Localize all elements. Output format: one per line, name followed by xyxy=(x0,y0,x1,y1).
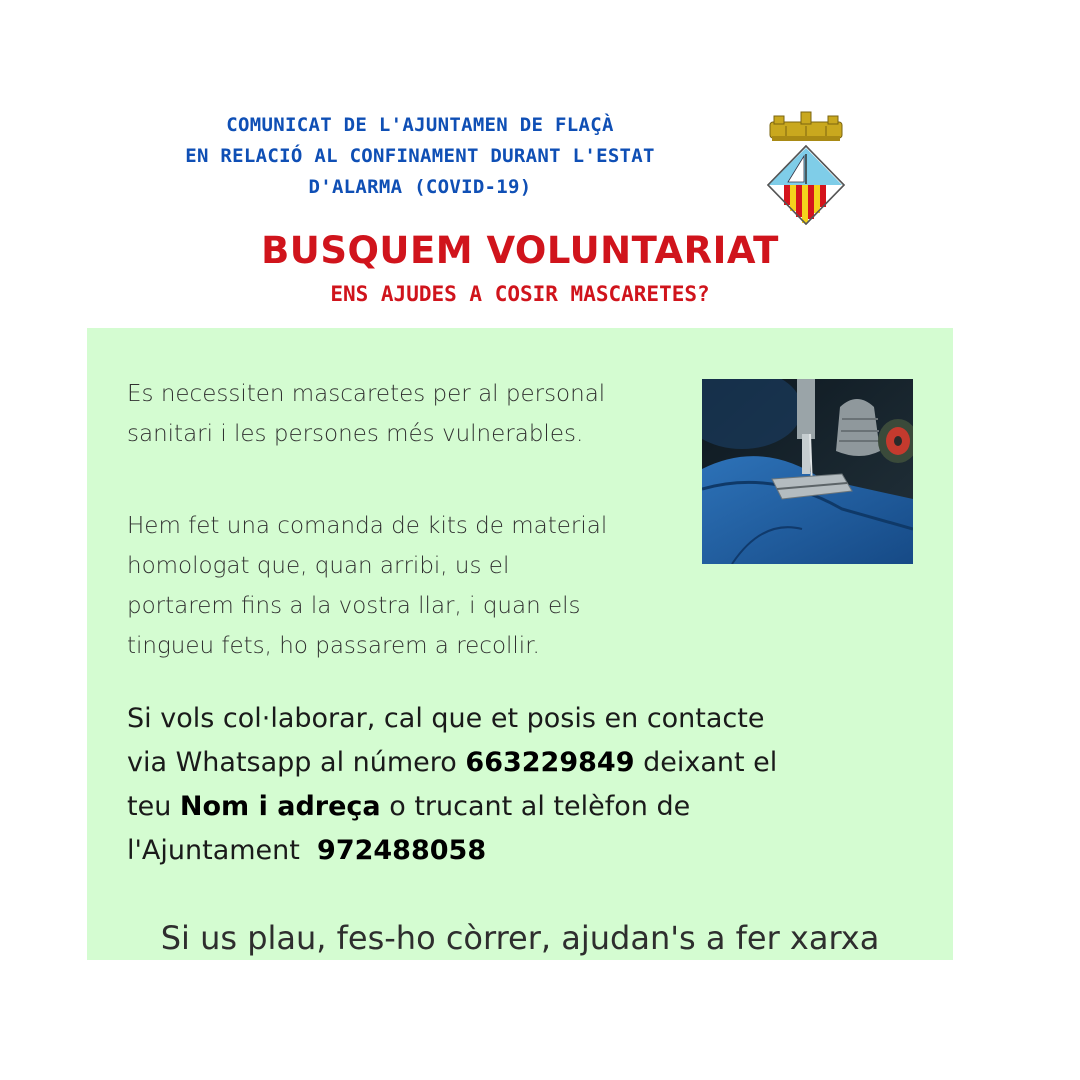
paragraph-line: homologat que, quan arribi, us el xyxy=(127,553,510,579)
contact-text: teu xyxy=(127,791,180,822)
municipal-coat-of-arms-icon xyxy=(764,108,848,228)
contact-line-2 xyxy=(127,741,867,785)
header-line-3: D'ALARMA (COVID-19) xyxy=(308,176,532,198)
town-hall-phone: 972488058 xyxy=(317,835,487,866)
paragraph-line: portarem fins a la vostra llar, i quan els xyxy=(127,593,581,619)
paragraph-need xyxy=(127,374,687,454)
paragraph-line: sanitari i les persones més vulnerables. xyxy=(127,421,584,447)
paragraph-line: Es necessiten mascaretes per al personal xyxy=(127,381,606,407)
page-title: BUSQUEM VOLUNTARIAT xyxy=(261,229,779,272)
header-line-1: COMUNICAT DE L'AJUNTAMEN DE FLAÇÀ xyxy=(226,114,614,136)
contact-paragraph xyxy=(127,697,867,873)
contact-line-3 xyxy=(127,785,867,829)
communique-header xyxy=(120,110,720,203)
lozenge-shield-icon xyxy=(768,146,844,224)
sewing-machine-image xyxy=(702,379,913,564)
footer-message: Si us plau, fes-ho còrrer, ajudan's a fer xarxa xyxy=(160,919,880,957)
contact-line-4 xyxy=(127,829,867,873)
header-line-2: EN RELACIÓ AL CONFINAMENT DURANT L'ESTAT xyxy=(185,145,655,167)
whatsapp-number: 663229849 xyxy=(465,747,635,778)
paragraph-line: tingueu fets, ho passarem a recollir. xyxy=(127,633,540,659)
contact-text: o trucant al telèfon de xyxy=(380,791,691,822)
mural-crown-icon xyxy=(770,112,842,141)
contact-line-1: Si vols col·laborar, cal que et posis en contacte xyxy=(127,703,765,734)
name-address-emphasis: Nom i adreça xyxy=(179,791,381,822)
paragraph-kits xyxy=(127,506,687,666)
page-subtitle: ENS AJUDES A COSIR MASCARETES? xyxy=(330,282,710,306)
contact-text: deixant el xyxy=(634,747,778,778)
contact-text: l'Ajuntament xyxy=(127,835,318,866)
contact-text: via Whatsapp al número xyxy=(127,747,466,778)
paragraph-line: Hem fet una comanda de kits de material xyxy=(127,513,608,539)
